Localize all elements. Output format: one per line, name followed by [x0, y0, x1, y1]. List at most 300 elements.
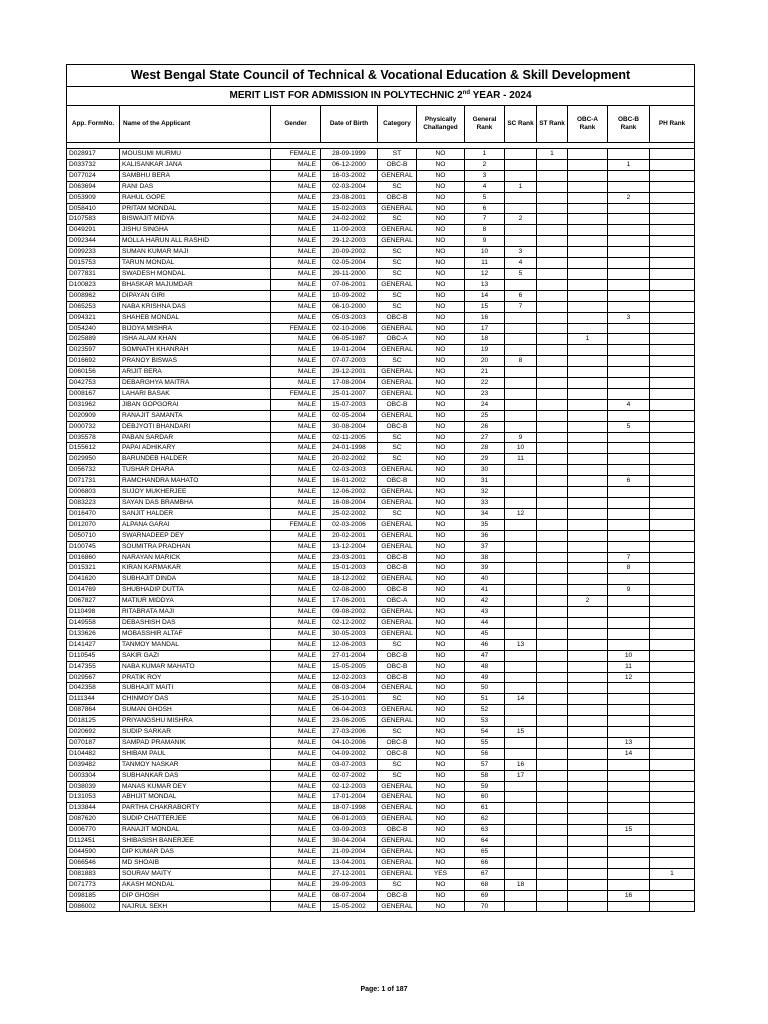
table-row — [67, 170, 695, 181]
cell-category: GENERAL — [378, 716, 417, 727]
cell-obca-rank — [568, 563, 608, 574]
cell-sc-rank: 8 — [505, 356, 537, 367]
cell-gender: MALE — [271, 465, 321, 476]
cell-sc-rank: 2 — [505, 214, 537, 225]
cell-dob: 02-12-2003 — [321, 781, 378, 792]
cell-st-rank — [537, 759, 568, 770]
cell-general-rank: 10 — [465, 247, 505, 258]
cell-app-form-no: D016470 — [67, 508, 120, 519]
table-row — [67, 737, 695, 748]
cell-sc-rank — [505, 203, 537, 214]
cell-sc-rank: 14 — [505, 694, 537, 705]
cell-name: TANMOY MANDAL — [120, 639, 271, 650]
cell-name: PRANOY BISWAS — [120, 356, 271, 367]
cell-app-form-no: D012070 — [67, 519, 120, 530]
cell-category: SC — [378, 443, 417, 454]
cell-ph-rank — [650, 236, 695, 247]
cell-app-form-no: D050710 — [67, 530, 120, 541]
col-header-sc-rank: SC Rank — [505, 106, 537, 143]
cell-ph-rank — [650, 508, 695, 519]
cell-sc-rank — [505, 803, 537, 814]
cell-general-rank: 18 — [465, 334, 505, 345]
cell-category: OBC-B — [378, 399, 417, 410]
cell-app-form-no: D035578 — [67, 432, 120, 443]
cell-physically-challanged: NO — [417, 236, 465, 247]
cell-ph-rank — [650, 268, 695, 279]
cell-category: GENERAL — [378, 607, 417, 618]
cell-dob: 25-01-2007 — [321, 388, 378, 399]
cell-sc-rank — [505, 378, 537, 389]
cell-st-rank — [537, 159, 568, 170]
cell-gender: FEMALE — [271, 149, 321, 160]
cell-sc-rank: 13 — [505, 639, 537, 650]
cell-st-rank — [537, 214, 568, 225]
cell-gender: MALE — [271, 727, 321, 738]
cell-obca-rank — [568, 628, 608, 639]
cell-sc-rank: 18 — [505, 879, 537, 890]
table-row — [67, 487, 695, 498]
cell-obca-rank — [568, 356, 608, 367]
cell-app-form-no: D015753 — [67, 258, 120, 269]
cell-dob: 18-07-1998 — [321, 803, 378, 814]
cell-name: KALISANKAR JANA — [120, 159, 271, 170]
cell-app-form-no: D066546 — [67, 857, 120, 868]
cell-ph-rank — [650, 203, 695, 214]
cell-obca-rank — [568, 552, 608, 563]
cell-general-rank: 32 — [465, 487, 505, 498]
table-row — [67, 519, 695, 530]
cell-obcb-rank — [608, 181, 650, 192]
cell-dob: 02-05-2004 — [321, 258, 378, 269]
cell-obca-rank — [568, 901, 608, 912]
cell-sc-rank — [505, 574, 537, 585]
table-row — [67, 672, 695, 683]
cell-ph-rank — [650, 759, 695, 770]
cell-ph-rank — [650, 454, 695, 465]
cell-obca-rank — [568, 170, 608, 181]
cell-app-form-no: D025889 — [67, 334, 120, 345]
cell-ph-rank — [650, 498, 695, 509]
cell-physically-challanged: NO — [417, 258, 465, 269]
cell-physically-challanged: NO — [417, 334, 465, 345]
cell-sc-rank — [505, 552, 537, 563]
cell-obca-rank — [568, 814, 608, 825]
cell-name: TARUN MONDAL — [120, 258, 271, 269]
cell-physically-challanged: NO — [417, 487, 465, 498]
cell-category: GENERAL — [378, 628, 417, 639]
cell-general-rank: 27 — [465, 432, 505, 443]
cell-sc-rank — [505, 628, 537, 639]
cell-ph-rank — [650, 552, 695, 563]
cell-general-rank: 48 — [465, 661, 505, 672]
cell-dob: 29-12-2001 — [321, 367, 378, 378]
cell-ph-rank — [650, 356, 695, 367]
cell-gender: MALE — [271, 356, 321, 367]
cell-obca-rank — [568, 192, 608, 203]
cell-physically-challanged: NO — [417, 476, 465, 487]
cell-app-form-no: D016860 — [67, 552, 120, 563]
cell-obcb-rank: 14 — [608, 748, 650, 759]
cell-physically-challanged: NO — [417, 498, 465, 509]
cell-name: JIBAN GOPGORAI — [120, 399, 271, 410]
cell-name: BISWAJIT MIDYA — [120, 214, 271, 225]
cell-category: GENERAL — [378, 465, 417, 476]
cell-name: BHASKAR MAJUMDAR — [120, 279, 271, 290]
cell-name: NABA KRISHNA DAS — [120, 301, 271, 312]
cell-physically-challanged: NO — [417, 541, 465, 552]
cell-dob: 23-08-2001 — [321, 192, 378, 203]
cell-ph-rank — [650, 323, 695, 334]
cell-obca-rank — [568, 803, 608, 814]
cell-obcb-rank — [608, 716, 650, 727]
cell-obcb-rank — [608, 432, 650, 443]
cell-st-rank — [537, 574, 568, 585]
cell-gender: MALE — [271, 378, 321, 389]
cell-sc-rank — [505, 705, 537, 716]
cell-dob: 17-01-2004 — [321, 792, 378, 803]
cell-app-form-no: D041620 — [67, 574, 120, 585]
cell-sc-rank — [505, 737, 537, 748]
cell-obca-rank — [568, 683, 608, 694]
cell-gender: FEMALE — [271, 323, 321, 334]
cell-gender: MALE — [271, 432, 321, 443]
cell-app-form-no: D155612 — [67, 443, 120, 454]
cell-dob: 15-05-2005 — [321, 661, 378, 672]
cell-st-rank — [537, 661, 568, 672]
cell-st-rank — [537, 203, 568, 214]
cell-gender: MALE — [271, 203, 321, 214]
cell-sc-rank — [505, 563, 537, 574]
cell-st-rank — [537, 443, 568, 454]
table-row — [67, 181, 695, 192]
cell-st-rank — [537, 530, 568, 541]
cell-ph-rank — [650, 825, 695, 836]
cell-name: SHIBAM PAUL — [120, 748, 271, 759]
cell-st-rank — [537, 290, 568, 301]
cell-obcb-rank — [608, 759, 650, 770]
cell-general-rank: 33 — [465, 498, 505, 509]
cell-ph-rank — [650, 585, 695, 596]
cell-gender: MALE — [271, 737, 321, 748]
cell-app-form-no: D077831 — [67, 268, 120, 279]
cell-general-rank: 52 — [465, 705, 505, 716]
col-header-obca-rank: OBC-A Rank — [568, 106, 608, 143]
cell-name: DEBJYOTI BHANDARI — [120, 421, 271, 432]
cell-general-rank: 35 — [465, 519, 505, 530]
cell-dob: 15-02-2003 — [321, 203, 378, 214]
cell-name: SHUBHADIP DUTTA — [120, 585, 271, 596]
cell-physically-challanged: NO — [417, 748, 465, 759]
col-header-category: Category — [378, 106, 417, 143]
table-row — [67, 836, 695, 847]
cell-obcb-rank — [608, 388, 650, 399]
cell-name: PRIYANGSHU MISHRA — [120, 716, 271, 727]
table-row — [67, 345, 695, 356]
cell-dob: 27-12-2001 — [321, 868, 378, 879]
cell-sc-rank: 7 — [505, 301, 537, 312]
cell-name: ALPANA GARAI — [120, 519, 271, 530]
cell-st-rank — [537, 345, 568, 356]
cell-gender: MALE — [271, 770, 321, 781]
cell-dob: 19-01-2004 — [321, 345, 378, 356]
cell-st-rank — [537, 737, 568, 748]
cell-obca-rank — [568, 574, 608, 585]
table-row — [67, 705, 695, 716]
cell-category: GENERAL — [378, 847, 417, 858]
cell-sc-rank: 4 — [505, 258, 537, 269]
cell-ph-rank — [650, 650, 695, 661]
cell-name: LAHARI BASAK — [120, 388, 271, 399]
cell-gender: MALE — [271, 552, 321, 563]
cell-obcb-rank — [608, 617, 650, 628]
cell-app-form-no: D087620 — [67, 814, 120, 825]
cell-dob: 17-06-2001 — [321, 596, 378, 607]
cell-name: RAHUL GOPE — [120, 192, 271, 203]
cell-obca-rank — [568, 465, 608, 476]
cell-physically-challanged: NO — [417, 203, 465, 214]
cell-gender: MALE — [271, 530, 321, 541]
cell-category: SC — [378, 694, 417, 705]
cell-obca-rank — [568, 759, 608, 770]
cell-general-rank: 13 — [465, 279, 505, 290]
cell-general-rank: 50 — [465, 683, 505, 694]
cell-obca-rank — [568, 367, 608, 378]
cell-sc-rank — [505, 159, 537, 170]
cell-app-form-no: D065253 — [67, 301, 120, 312]
cell-st-rank — [537, 596, 568, 607]
cell-app-form-no: D094321 — [67, 312, 120, 323]
cell-ph-rank — [650, 301, 695, 312]
cell-physically-challanged: YES — [417, 868, 465, 879]
cell-app-form-no: D110498 — [67, 607, 120, 618]
cell-ph-rank: 1 — [650, 868, 695, 879]
cell-ph-rank — [650, 890, 695, 901]
col-header-ph-rank: PH Rank — [650, 106, 695, 143]
cell-physically-challanged: NO — [417, 792, 465, 803]
cell-sc-rank — [505, 345, 537, 356]
cell-name: AKASH MONDAL — [120, 879, 271, 890]
col-header-general-rank: General Rank — [465, 106, 505, 143]
cell-st-rank — [537, 792, 568, 803]
cell-gender: MALE — [271, 541, 321, 552]
cell-st-rank — [537, 378, 568, 389]
cell-st-rank — [537, 312, 568, 323]
table-row — [67, 694, 695, 705]
cell-st-rank — [537, 410, 568, 421]
cell-ph-rank — [650, 378, 695, 389]
cell-obcb-rank: 8 — [608, 563, 650, 574]
cell-st-rank — [537, 356, 568, 367]
cell-category: SC — [378, 639, 417, 650]
cell-obca-rank — [568, 443, 608, 454]
cell-name: DEBARGHYA MAITRA — [120, 378, 271, 389]
cell-ph-rank — [650, 399, 695, 410]
cell-gender: MALE — [271, 279, 321, 290]
cell-st-rank — [537, 617, 568, 628]
table-row — [67, 498, 695, 509]
cell-sc-rank — [505, 498, 537, 509]
cell-general-rank: 20 — [465, 356, 505, 367]
cell-physically-challanged: NO — [417, 399, 465, 410]
table-row — [67, 803, 695, 814]
merit-list-rows — [67, 149, 695, 912]
cell-dob: 02-12-2002 — [321, 617, 378, 628]
cell-obca-rank — [568, 727, 608, 738]
cell-obca-rank — [568, 290, 608, 301]
cell-physically-challanged: NO — [417, 301, 465, 312]
cell-st-rank — [537, 279, 568, 290]
cell-physically-challanged: NO — [417, 585, 465, 596]
cell-app-form-no: D133626 — [67, 628, 120, 639]
cell-dob: 30-08-2004 — [321, 421, 378, 432]
cell-sc-rank — [505, 683, 537, 694]
cell-dob: 11-09-2003 — [321, 225, 378, 236]
cell-dob: 25-02-2002 — [321, 508, 378, 519]
cell-obca-rank: 2 — [568, 596, 608, 607]
cell-general-rank: 31 — [465, 476, 505, 487]
cell-st-rank — [537, 607, 568, 618]
cell-st-rank — [537, 803, 568, 814]
cell-st-rank — [537, 225, 568, 236]
cell-category: OBC-B — [378, 159, 417, 170]
table-row — [67, 628, 695, 639]
cell-sc-rank — [505, 781, 537, 792]
cell-sc-rank: 16 — [505, 759, 537, 770]
cell-sc-rank: 11 — [505, 454, 537, 465]
cell-app-form-no: D063694 — [67, 181, 120, 192]
cell-name: SAKIR GAZI — [120, 650, 271, 661]
cell-ph-rank — [650, 596, 695, 607]
cell-general-rank: 66 — [465, 857, 505, 868]
table-row — [67, 236, 695, 247]
cell-category: OBC-B — [378, 661, 417, 672]
cell-dob: 08-07-2004 — [321, 890, 378, 901]
cell-obcb-rank — [608, 847, 650, 858]
cell-category: GENERAL — [378, 574, 417, 585]
cell-obcb-rank — [608, 378, 650, 389]
cell-app-form-no: D071773 — [67, 879, 120, 890]
cell-general-rank: 54 — [465, 727, 505, 738]
table-row — [67, 814, 695, 825]
cell-obca-rank — [568, 236, 608, 247]
cell-gender: FEMALE — [271, 519, 321, 530]
cell-dob: 29-09-2003 — [321, 879, 378, 890]
cell-dob: 07-07-2003 — [321, 356, 378, 367]
cell-st-rank — [537, 476, 568, 487]
table-row — [67, 247, 695, 258]
cell-physically-challanged: NO — [417, 378, 465, 389]
col-header-app-form-no: App. FormNo. — [67, 106, 120, 143]
cell-st-rank — [537, 639, 568, 650]
cell-app-form-no: D028917 — [67, 149, 120, 160]
cell-general-rank: 38 — [465, 552, 505, 563]
merit-list-table — [66, 64, 695, 912]
cell-name: NARAYAN MARICK — [120, 552, 271, 563]
cell-gender: MALE — [271, 508, 321, 519]
cell-category: OBC-B — [378, 650, 417, 661]
cell-category: GENERAL — [378, 857, 417, 868]
cell-sc-rank — [505, 334, 537, 345]
table-row — [67, 454, 695, 465]
cell-gender: MALE — [271, 334, 321, 345]
cell-category: GENERAL — [378, 803, 417, 814]
cell-obca-rank — [568, 650, 608, 661]
cell-gender: MALE — [271, 585, 321, 596]
cell-gender: MALE — [271, 803, 321, 814]
cell-name: ARIJIT BERA — [120, 367, 271, 378]
cell-obcb-rank: 16 — [608, 890, 650, 901]
cell-obcb-rank — [608, 530, 650, 541]
cell-ph-rank — [650, 563, 695, 574]
table-row — [67, 617, 695, 628]
cell-app-form-no: D029950 — [67, 454, 120, 465]
cell-name: SUMAN KUMAR MAJI — [120, 247, 271, 258]
cell-obca-rank — [568, 781, 608, 792]
cell-ph-rank — [650, 541, 695, 552]
cell-physically-challanged: NO — [417, 683, 465, 694]
cell-general-rank: 39 — [465, 563, 505, 574]
cell-category: SC — [378, 727, 417, 738]
cell-name: SOMNATH KHANRAH — [120, 345, 271, 356]
cell-ph-rank — [650, 192, 695, 203]
cell-sc-rank — [505, 890, 537, 901]
cell-obcb-rank: 1 — [608, 159, 650, 170]
cell-app-form-no: D018125 — [67, 716, 120, 727]
cell-ph-rank — [650, 574, 695, 585]
cell-name: RAMCHANDRA MAHATO — [120, 476, 271, 487]
cell-general-rank: 2 — [465, 159, 505, 170]
table-row — [67, 661, 695, 672]
cell-obca-rank — [568, 487, 608, 498]
cell-gender: MALE — [271, 596, 321, 607]
cell-ph-rank — [650, 879, 695, 890]
table-row — [67, 770, 695, 781]
cell-physically-challanged: NO — [417, 519, 465, 530]
cell-sc-rank — [505, 530, 537, 541]
cell-sc-rank — [505, 149, 537, 160]
cell-general-rank: 23 — [465, 388, 505, 399]
cell-physically-challanged: NO — [417, 443, 465, 454]
cell-general-rank: 4 — [465, 181, 505, 192]
cell-general-rank: 29 — [465, 454, 505, 465]
cell-category: SC — [378, 247, 417, 258]
cell-dob: 18-12-2002 — [321, 574, 378, 585]
cell-obca-rank — [568, 432, 608, 443]
cell-category: OBC-B — [378, 748, 417, 759]
cell-dob: 02-11-2005 — [321, 432, 378, 443]
cell-general-rank: 59 — [465, 781, 505, 792]
col-header-gender: Gender — [271, 106, 321, 143]
cell-dob: 02-03-2003 — [321, 465, 378, 476]
cell-name: DIPAYAN GIRI — [120, 290, 271, 301]
cell-st-rank — [537, 716, 568, 727]
table-row — [67, 781, 695, 792]
cell-app-form-no: D044590 — [67, 847, 120, 858]
cell-name: SAMPAD PRAMANIK — [120, 737, 271, 748]
table-row — [67, 301, 695, 312]
cell-name: SUDIP SARKAR — [120, 727, 271, 738]
cell-general-rank: 1 — [465, 149, 505, 160]
cell-obcb-rank: 6 — [608, 476, 650, 487]
cell-name: RITABRATA MAJI — [120, 607, 271, 618]
cell-obcb-rank — [608, 868, 650, 879]
cell-st-rank — [537, 181, 568, 192]
cell-app-form-no: D060156 — [67, 367, 120, 378]
table-row — [67, 727, 695, 738]
cell-obcb-rank — [608, 268, 650, 279]
cell-category: GENERAL — [378, 345, 417, 356]
cell-obca-rank — [568, 607, 608, 618]
